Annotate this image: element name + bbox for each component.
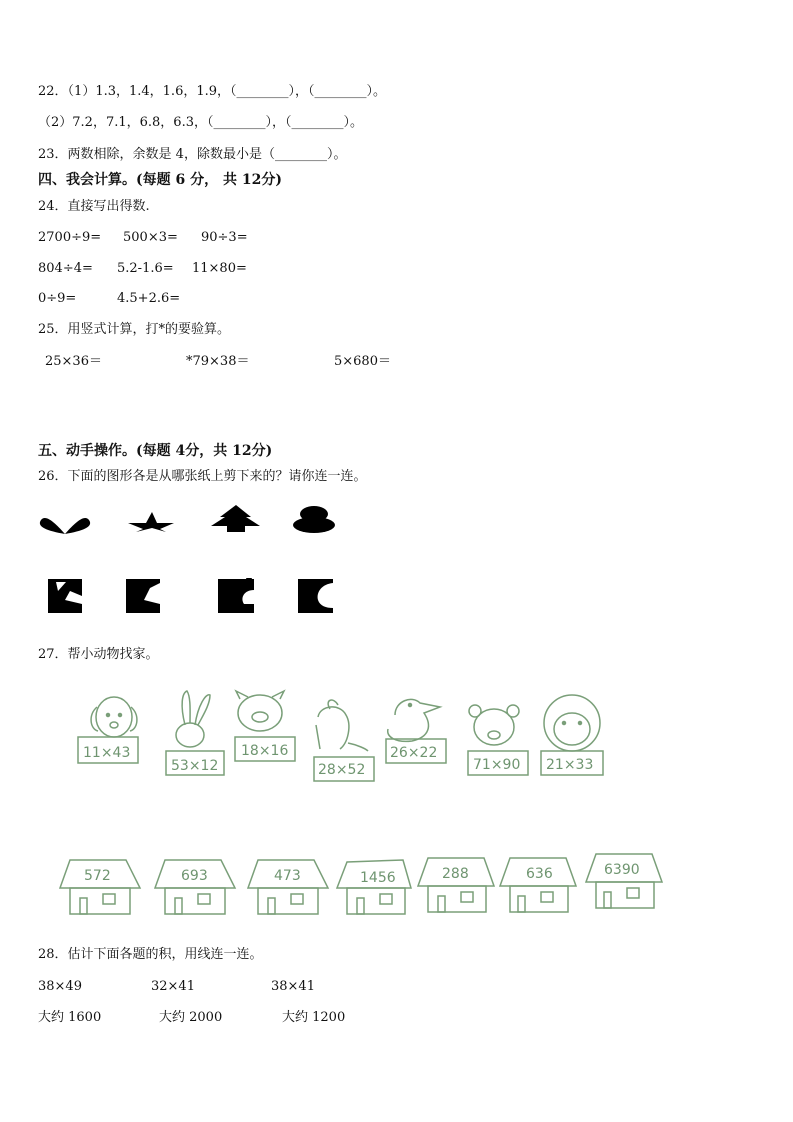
animal-label: 53×12 [171,758,219,774]
q22-line2: （2）7.2，7.1，6.8，6.3，（________），（________）。 [38,115,363,130]
q24-item: 90÷3= [201,230,248,245]
q28-expr: 38×41 [271,979,315,994]
heart-shape [40,518,90,534]
q24-item: 11×80= [192,261,247,276]
animal-label: 71×90 [473,757,521,773]
q27-title: 27．帮小动物找家。 [38,647,159,662]
q27-animals [0,685,793,785]
house-number: 636 [526,866,553,882]
q24-title: 24．直接写出得数. [38,199,150,214]
q28-estimate: 大约 1600 [38,1010,102,1025]
q24-item: 4.5+2.6= [117,291,181,306]
q24-item: 500×3= [123,230,178,245]
paper-cut-2 [126,579,160,613]
q24-item: 0÷9= [38,291,77,306]
q24-item: 804÷4= [38,261,93,276]
house-1456 [337,860,411,914]
q28-expr: 32×41 [151,979,195,994]
house-number: 693 [181,868,208,884]
animal-label: 26×22 [390,745,438,761]
q25-item: 5×680＝ [334,354,391,369]
q28-estimate: 大约 1200 [282,1010,346,1025]
star-shape [128,512,174,532]
house-number: 288 [442,866,469,882]
q26-figures [0,500,793,630]
q25-title: 25．用竖式计算，打*的要验算。 [38,322,231,337]
animal-label: 21×33 [546,757,594,773]
paper-cut-1 [48,579,82,613]
q25-item: 25×36＝ [45,354,102,369]
house-number: 572 [84,868,111,884]
q27-houses [0,848,793,920]
tree-shape [211,505,260,532]
animal-label: 28×52 [318,762,366,778]
house-number: 1456 [360,870,396,886]
q28-expr: 38×49 [38,979,82,994]
animal-label: 18×16 [241,743,289,759]
house-number: 6390 [604,862,640,878]
section4-heading: 四、我会计算。(每题 6 分， 共 12分) [38,172,282,188]
paper-cut-4 [298,579,333,613]
q24-item: 2700÷9= [38,230,102,245]
paper-cut-3 [218,578,254,613]
q26-title: 26．下面的图形各是从哪张纸上剪下来的？请你连一连。 [38,469,367,484]
q28-title: 28．估计下面各题的积，用线连一连。 [38,947,263,962]
q25-item: *79×38＝ [186,354,250,369]
q24-item: 5.2-1.6= [117,261,174,276]
animal-label: 11×43 [83,745,131,761]
house-number: 473 [274,868,301,884]
q22-line1: 22．（1）1.3，1.4，1.6，1.9，（________），（________）。 [38,84,387,99]
section5-heading: 五、动手操作。(每题 4分，共 12分) [38,443,273,459]
q23: 23．两数相除，余数是 4，除数最小是（________）。 [38,147,347,162]
hat-shape [293,506,335,533]
q28-estimate: 大约 2000 [159,1010,223,1025]
